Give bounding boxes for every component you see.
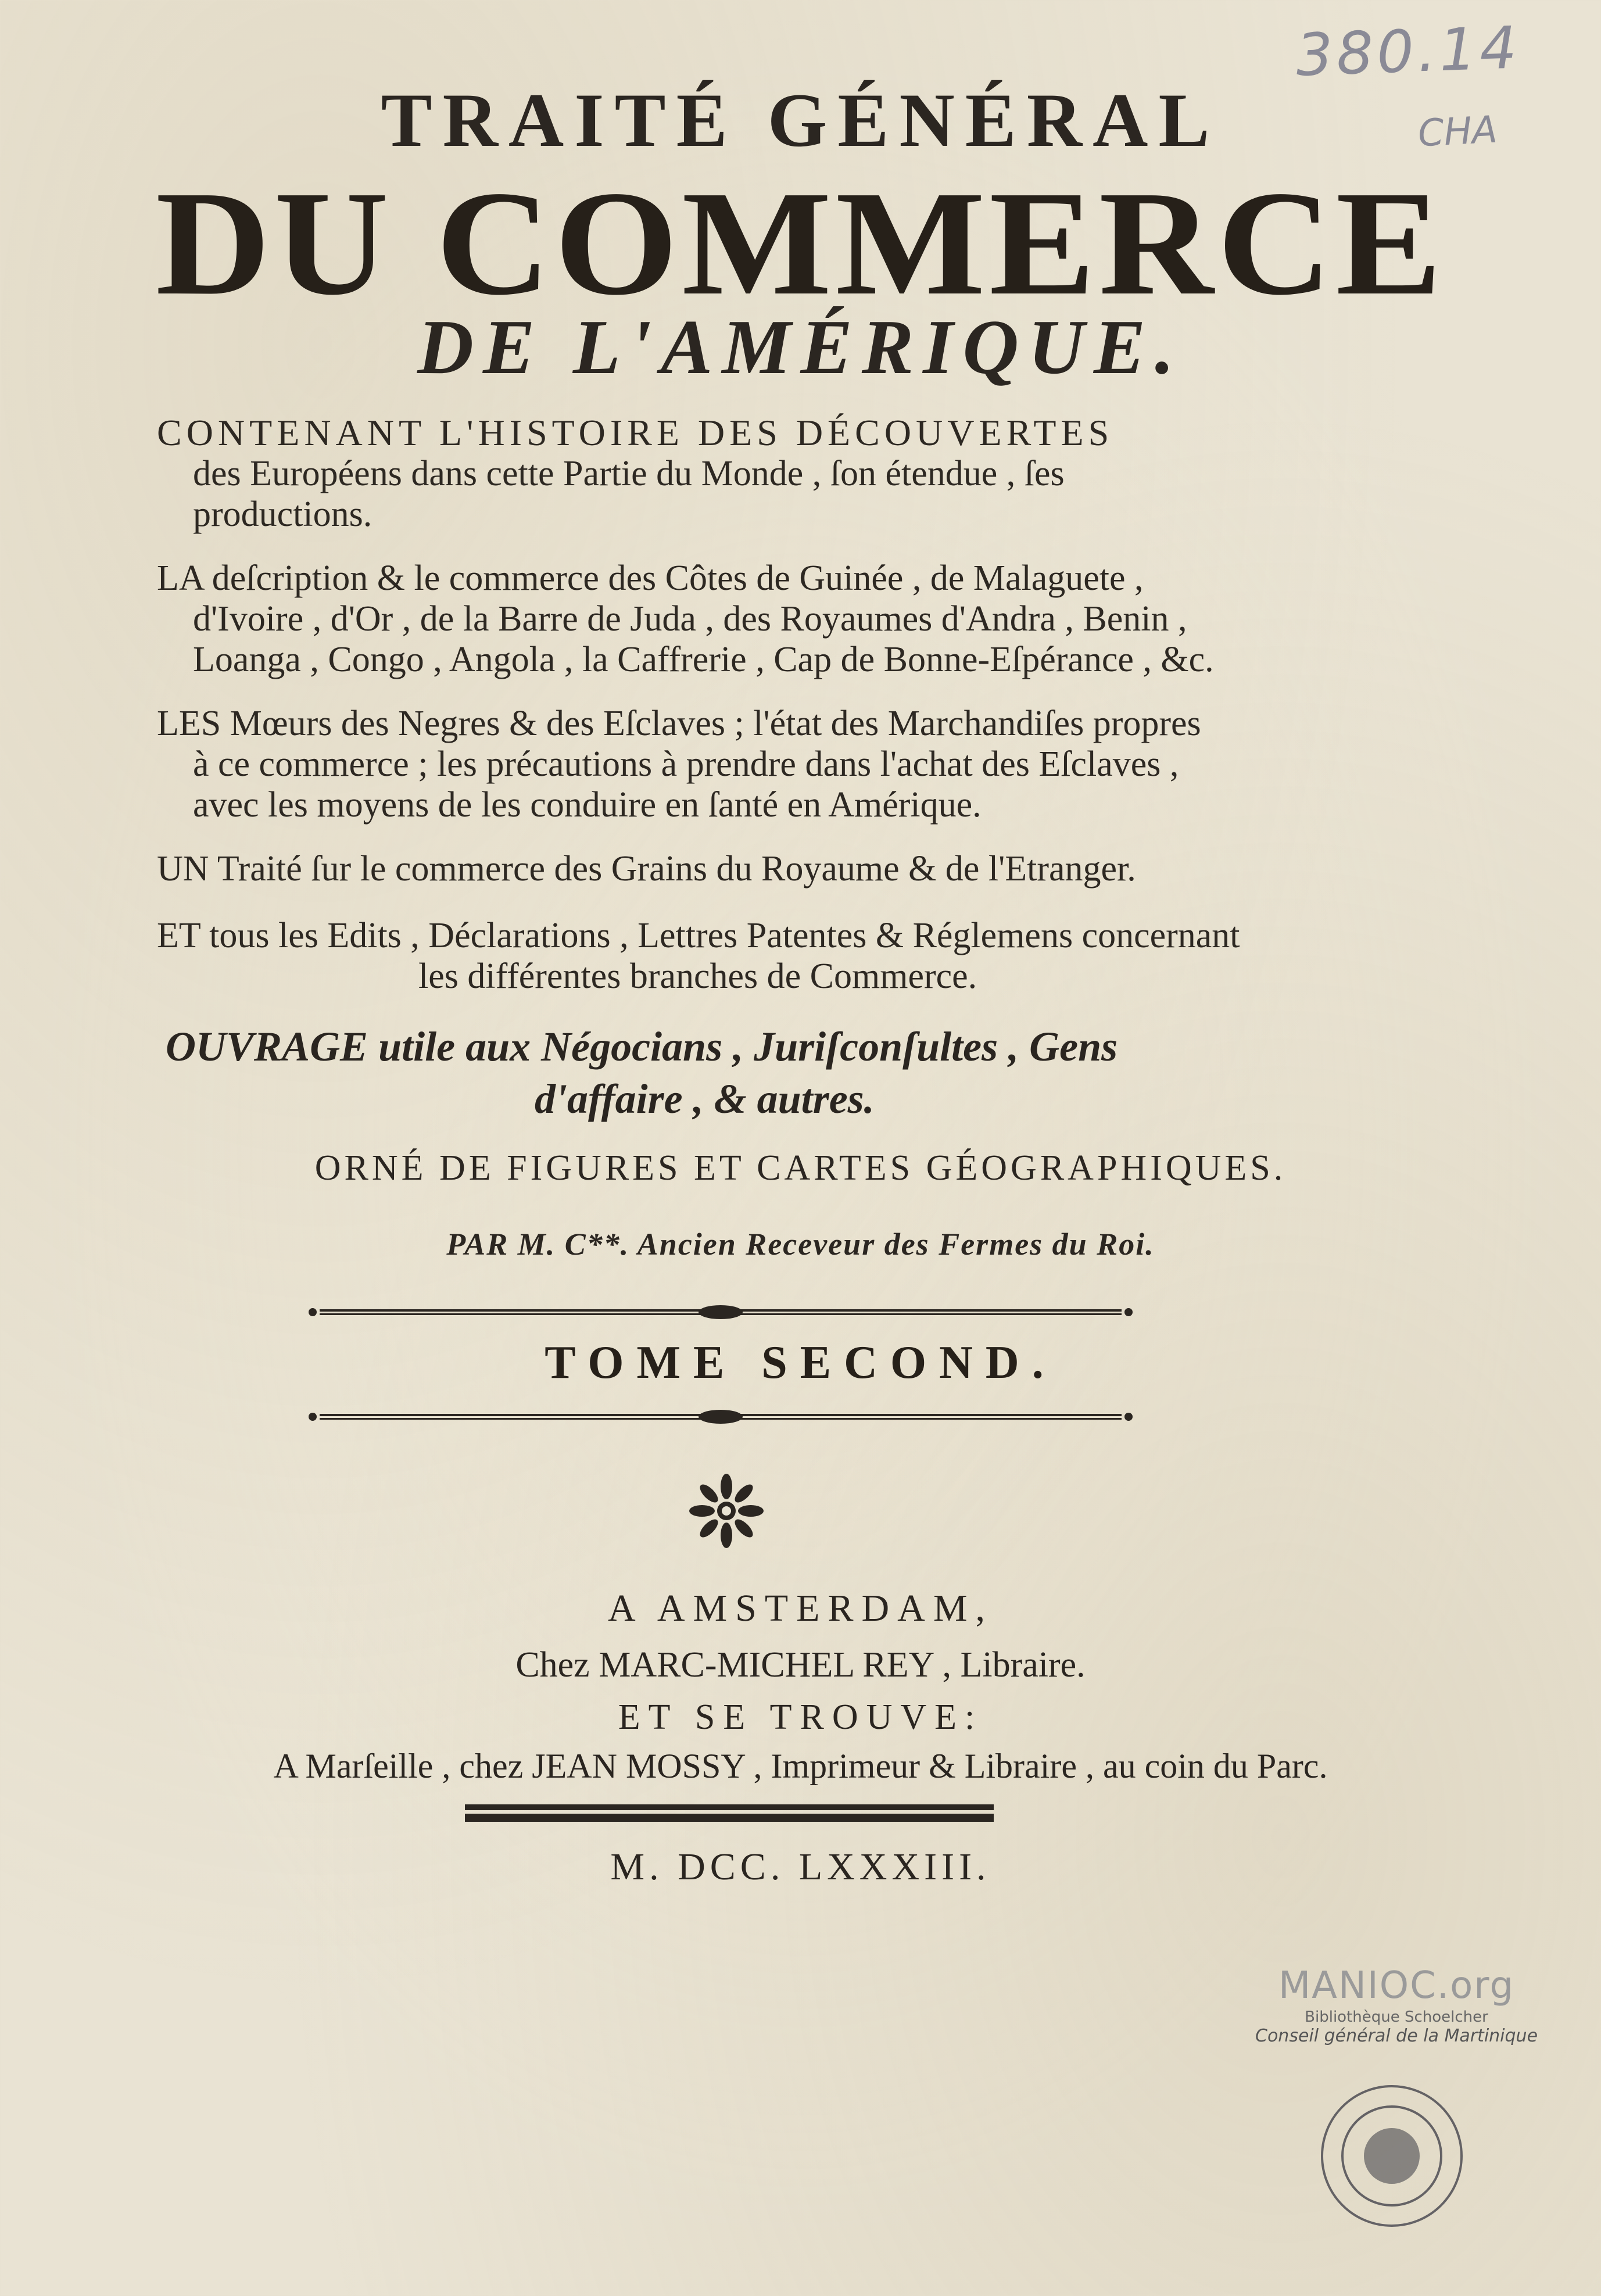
ouvrage-line-2: d'affaire , & autres.	[535, 1076, 875, 1122]
ornamental-rule-top	[302, 1305, 1139, 1320]
contents-p3-line-3: avec les moyens de les conduire en ſanté en Amérique.	[193, 785, 982, 825]
contents-paragraph-5	[157, 915, 1240, 997]
contents-p2-line-3: Loanga , Congo , Angola , la Caffrerie , Cap de Bonne-Eſpérance , &c.	[193, 640, 1214, 679]
contents-p2-line-1: LA deſcription & le commerce des Côtes de Guinée , de Malaguete ,	[157, 558, 1144, 598]
contents-paragraph-1	[157, 413, 1113, 535]
contents-paragraph-2	[157, 558, 1214, 680]
contents-p2-line-2: d'Ivoire , d'Or , de la Barre de Juda , des Royaumes d'Andra , Benin ,	[193, 599, 1187, 639]
watermark-library: Bibliothèque Schoelcher	[1305, 2008, 1488, 2026]
shelfmark-annotation: 380.14	[1295, 13, 1521, 89]
printers-ornament-icon	[686, 1470, 767, 1552]
double-rule	[465, 1804, 994, 1824]
author-line: PAR M. C**. Ancien Receveur des Fermes du Roi.	[446, 1227, 1155, 1262]
contents-p1-line-1: CONTENANT L'HISTOIRE DES DÉCOUVERTES	[157, 412, 1114, 453]
contents-p5-line-2: les différentes branches de Commerce.	[418, 957, 977, 996]
imprint-city: A AMSTERDAM,	[607, 1587, 994, 1629]
ouvrage-line-1: OUVRAGE utile aux Négocians , Juriſconſultes , Gens	[166, 1023, 1118, 1070]
watermark	[1255, 1964, 1538, 2046]
contents-p5-line-1: ET tous les Edits , Déclarations , Lettres Patentes & Réglemens concernant	[157, 916, 1240, 955]
watermark-site: MANIOC.org	[1278, 1964, 1515, 2007]
watermark-council: Conseil général de la Martinique	[1255, 2026, 1538, 2046]
imprint-year: M. DCC. LXXXIII.	[610, 1846, 991, 1888]
orne-line: ORNÉ DE FIGURES ET CARTES GÉOGRAPHIQUES.	[314, 1148, 1287, 1188]
contents-p1-line-2: des Européens dans cette Partie du Monde , ſon étendue , ſes	[193, 454, 1065, 493]
imprint-publisher: Chez MARC-MICHEL REY , Libraire.	[515, 1645, 1086, 1685]
contents-p1-line-3: productions.	[193, 495, 373, 534]
title-line-2: DU COMMERCE	[155, 160, 1446, 326]
volume-title: TOME SECOND.	[545, 1337, 1056, 1388]
title-line-1: TRAITÉ GÉNÉRAL	[381, 77, 1220, 163]
contents-paragraph-4	[157, 848, 1136, 889]
contents-p4-line-1: UN Traité ſur le commerce des Grains du Royaume & de l'Etranger.	[157, 849, 1136, 889]
contents-p3-line-2: à ce commerce ; les précautions à prendre dans l'achat des Eſclaves ,	[193, 744, 1179, 784]
ornamental-rule-bottom	[302, 1409, 1139, 1424]
contents-p3-line-1: LES Mœurs des Negres & des Eſclaves ; l'état des Marchandiſes propres	[157, 704, 1201, 743]
shelf-code-annotation: CHA	[1417, 108, 1499, 156]
imprint-also: ET SE TROUVE:	[618, 1697, 983, 1737]
library-stamp-icon	[1305, 2069, 1479, 2243]
imprint-seller: A Marſeille , chez JEAN MOSSY , Imprimeur & Libraire , au coin du Parc.	[273, 1747, 1328, 1785]
contents-paragraph-3	[157, 703, 1201, 825]
title-line-3: DE L'AMÉRIQUE.	[417, 304, 1184, 390]
